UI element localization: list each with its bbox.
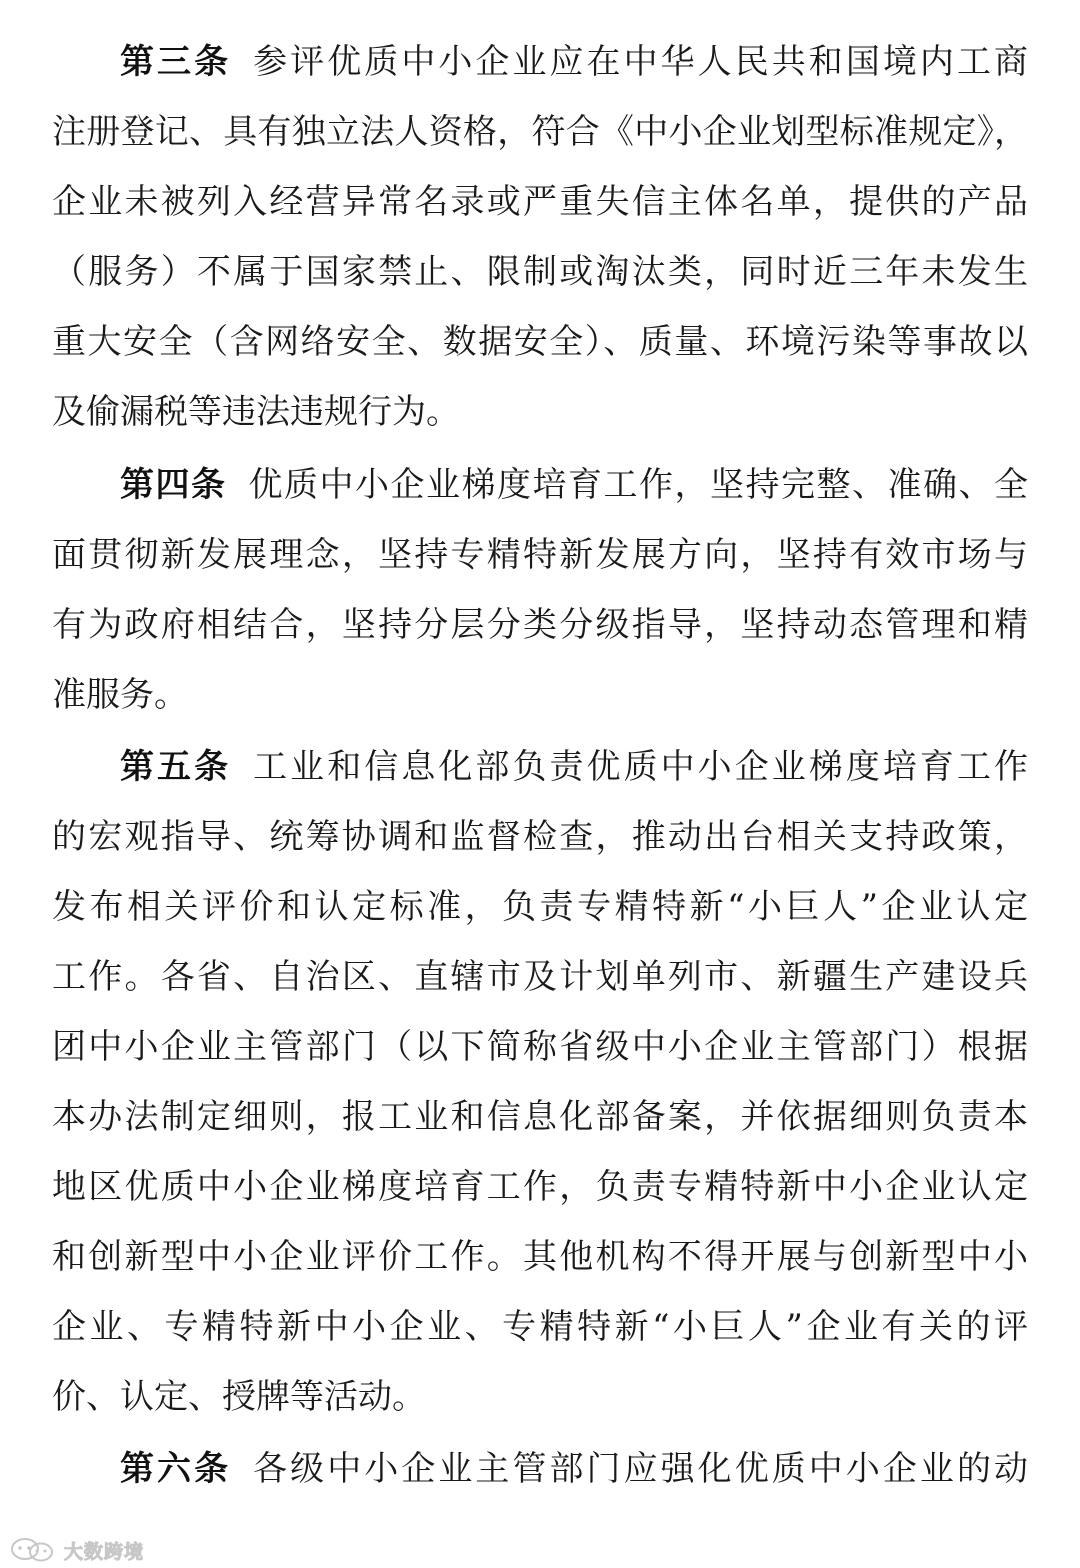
article-5-line-3: 工作。各省、自治区、直辖市及计划单列市、新疆生产建设兵 [52,957,1028,997]
article-6-first-line [120,1445,1028,1493]
article-4-text: 优质中小企业梯度培育工作，坚持完整、准确、全 [248,465,1028,505]
article-4-line-1: 面贯彻新发展理念，坚持专精特新发展方向，坚持有效市场与 [52,535,1028,575]
article-6-text: 各级中小企业主管部门应强化优质中小企业的动 [253,1449,1029,1489]
article-5-line-5: 本办法制定细则，报工业和信息化部备案，并依据细则负责本 [52,1097,1028,1137]
watermark [8,1536,144,1564]
article-3-line-4: 重大安全（含网络安全、数据安全）、质量、环境污染等事故以 [52,322,1028,362]
article-5-line-7: 和创新型中小企业评价工作。其他机构不得开展与创新型中小 [52,1237,1028,1277]
article-4-line-2: 有为政府相结合，坚持分层分类分级指导，坚持动态管理和精 [52,605,1028,645]
article-6-heading: 第六条 [120,1449,232,1489]
wechat-logo-icon [8,1537,58,1563]
article-3-text: 参评优质中小企业应在中华人民共和国境内工商 [253,42,1029,82]
article-4-heading: 第四条 [120,465,227,505]
article-5-line-1: 的宏观指导、统筹协调和监督检查，推动出台相关支持政策， [52,817,1028,857]
watermark-text: 大数跨境 [64,1540,145,1563]
article-5-line-4: 团中小企业主管部门（以下简称省级中小企业主管部门）根据 [52,1027,1028,1067]
article-5-text: 工业和信息化部负责优质中小企业梯度培育工作 [253,747,1029,787]
article-3-line-1: 注册登记、具有独立法人资格，符合《中小企业划型标准规定》， [52,112,1028,152]
article-3-line-2: 企业未被列入经营异常名录或严重失信主体名单，提供的产品 [52,182,1028,222]
article-5-line-6: 地区优质中小企业梯度培育工作，负责专精特新中小企业认定 [52,1167,1028,1207]
article-4-line-3: 准服务。 [52,675,188,715]
article-5-line-2: 发布相关评价和认定标准，负责专精特新“小巨人”企业认定 [52,887,1028,927]
article-3-line-3: （服务）不属于国家禁止、限制或淘汰类，同时近三年未发生 [52,252,1028,292]
article-5-line-8: 企业、专精特新中小企业、专精特新“小巨人”企业有关的评 [52,1307,1028,1347]
article-5-first-line [120,743,1028,791]
article-3-line-5: 及偷漏税等违法违规行为。 [52,392,460,432]
article-3-heading: 第三条 [120,42,232,82]
article-5-heading: 第五条 [120,747,232,787]
article-3-first-line [120,38,1028,86]
article-5-line-9: 价、认定、授牌等活动。 [52,1377,426,1417]
article-4-first-line [120,461,1028,509]
